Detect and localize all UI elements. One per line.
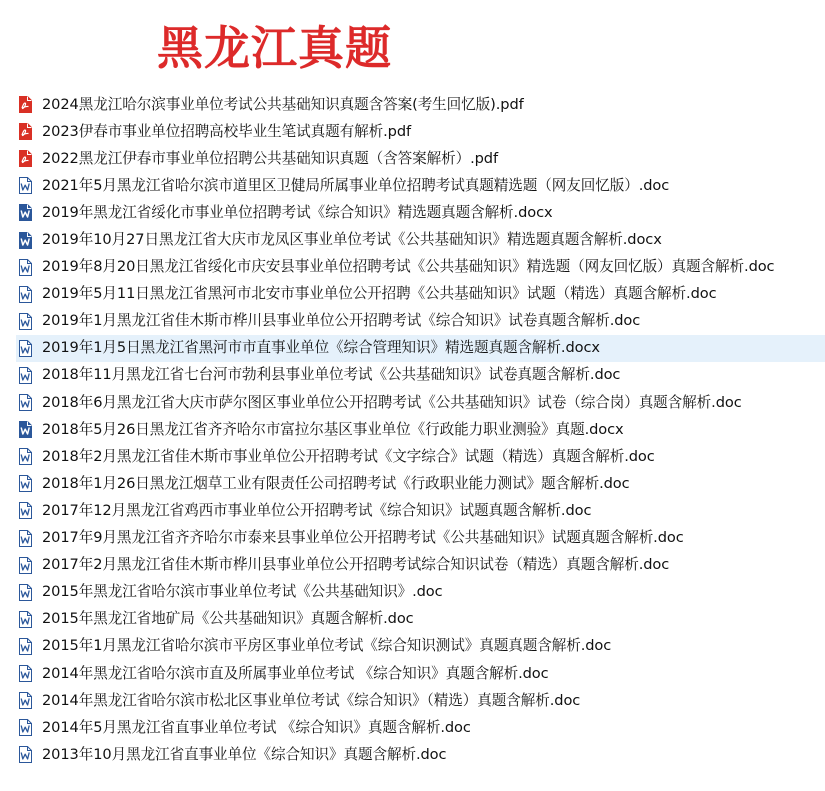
- file-row[interactable]: [16, 443, 825, 470]
- doc-icon: [18, 611, 32, 628]
- file-name: 2017年12月黑龙江省鸡西市事业单位公开招聘考试《综合知识》试题真题含解析.doc: [42, 501, 592, 519]
- doc-icon: [18, 475, 32, 492]
- file-name: 2018年1月26日黑龙江烟草工业有限责任公司招聘考试《行政职业能力测试》题含解析.doc: [42, 474, 630, 492]
- file-row[interactable]: [16, 389, 825, 416]
- file-name: 2017年2月黑龙江省佳木斯市桦川县事业单位公开招聘考试综合知识试卷（精选）真题含解析.doc: [42, 556, 670, 574]
- file-row[interactable]: [16, 579, 825, 606]
- doc-icon: [18, 340, 32, 357]
- file-name: 2014年5月黑龙江省直事业单位考试 《综合知识》真题含解析.doc: [42, 718, 471, 736]
- file-row[interactable]: [16, 416, 825, 443]
- pdf-icon: [18, 123, 32, 140]
- doc-icon: [18, 367, 32, 384]
- file-name: 2019年1月黑龙江省佳木斯市桦川县事业单位公开招聘考试《综合知识》试卷真题含解析.doc: [42, 312, 641, 330]
- file-name: 2018年11月黑龙江省七台河市勃利县事业单位考试《公共基础知识》试卷真题含解析.doc: [42, 366, 621, 384]
- doc-icon: [18, 448, 32, 465]
- file-row[interactable]: [16, 335, 825, 362]
- file-row[interactable]: [16, 145, 825, 172]
- file-name: 2013年10月黑龙江省直事业单位《综合知识》真题含解析.doc: [42, 745, 447, 763]
- file-row[interactable]: [16, 308, 825, 335]
- file-row[interactable]: [16, 552, 825, 579]
- file-row[interactable]: [16, 741, 825, 768]
- file-row[interactable]: [16, 606, 825, 633]
- file-name: 2015年1月黑龙江省哈尔滨市平房区事业单位考试《综合知识测试》真题真题含解析.doc: [42, 637, 612, 655]
- doc-icon: [18, 286, 32, 303]
- file-name: 2019年黑龙江省绥化市事业单位招聘考试《综合知识》精选题真题含解析.docx: [42, 203, 553, 221]
- file-list: [16, 91, 825, 768]
- file-name: 2014年黑龙江省哈尔滨市直及所属事业单位考试 《综合知识》真题含解析.doc: [42, 664, 549, 682]
- file-name: 2015年黑龙江省哈尔滨市事业单位考试《公共基础知识》.doc: [42, 583, 443, 601]
- doc-icon: [18, 394, 32, 411]
- doc-icon: [18, 584, 32, 601]
- doc-icon: [18, 638, 32, 655]
- file-name: 2023伊春市事业单位招聘高校毕业生笔试真题有解析.pdf: [42, 122, 412, 140]
- docx-icon: [18, 204, 32, 221]
- file-row[interactable]: [16, 226, 825, 253]
- doc-icon: [18, 746, 32, 763]
- file-name: 2014年黑龙江省哈尔滨市松北区事业单位考试《综合知识》（精选）真题含解析.doc: [42, 691, 581, 709]
- doc-icon: [18, 692, 32, 709]
- file-row[interactable]: [16, 633, 825, 660]
- page-title: 黑龙江真题: [157, 21, 392, 75]
- file-row[interactable]: [16, 91, 825, 118]
- file-row[interactable]: [16, 525, 825, 552]
- doc-icon: [18, 259, 32, 276]
- file-name: 2019年5月11日黑龙江省黑河市北安市事业单位公开招聘《公共基础知识》试题（精选）真题含解析.doc: [42, 285, 717, 303]
- file-name: 2018年2月黑龙江省佳木斯市事业单位公开招聘考试《文字综合》试题（精选）真题含解析.doc: [42, 447, 655, 465]
- file-name: 2019年10月27日黑龙江省大庆市龙凤区事业单位考试《公共基础知识》精选题真题含解析.docx: [42, 231, 662, 249]
- doc-icon: [18, 530, 32, 547]
- file-name: 2018年6月黑龙江省大庆市萨尔图区事业单位公开招聘考试《公共基础知识》试卷（综合岗）真题含解析.doc: [42, 393, 742, 411]
- doc-icon: [18, 313, 32, 330]
- doc-icon: [18, 177, 32, 194]
- docx-icon: [18, 232, 32, 249]
- file-row[interactable]: [16, 172, 825, 199]
- file-row[interactable]: [16, 660, 825, 687]
- file-name: 2024黑龙江哈尔滨事业单位考试公共基础知识真题含答案(考生回忆版).pdf: [42, 95, 524, 113]
- file-name: 2019年8月20日黑龙江省绥化市庆安县事业单位招聘考试《公共基础知识》精选题（网友回忆版）真题含解析.doc: [42, 258, 775, 276]
- file-name: 2018年5月26日黑龙江省齐齐哈尔市富拉尔基区事业单位《行政能力职业测验》真题.docx: [42, 420, 624, 438]
- file-name: 2022黑龙江伊春市事业单位招聘公共基础知识真题（含答案解析）.pdf: [42, 149, 498, 167]
- file-row[interactable]: [16, 714, 825, 741]
- file-name: 2019年1月5日黑龙江省黑河市市直事业单位《综合管理知识》精选题真题含解析.docx: [42, 339, 600, 357]
- file-row[interactable]: [16, 199, 825, 226]
- file-row[interactable]: [16, 687, 825, 714]
- file-name: 2021年5月黑龙江省哈尔滨市道里区卫健局所属事业单位招聘考试真题精选题（网友回忆版）.doc: [42, 176, 670, 194]
- pdf-icon: [18, 150, 32, 167]
- doc-icon: [18, 719, 32, 736]
- doc-icon: [18, 557, 32, 574]
- doc-icon: [18, 502, 32, 519]
- doc-icon: [18, 665, 32, 682]
- file-row[interactable]: [16, 362, 825, 389]
- file-name: 2017年9月黑龙江省齐齐哈尔市泰来县事业单位公开招聘考试《公共基础知识》试题真题含解析.doc: [42, 529, 684, 547]
- pdf-icon: [18, 96, 32, 113]
- file-row[interactable]: [16, 470, 825, 497]
- file-row[interactable]: [16, 497, 825, 524]
- file-row[interactable]: [16, 281, 825, 308]
- file-row[interactable]: [16, 254, 825, 281]
- file-row[interactable]: [16, 118, 825, 145]
- docx-icon: [18, 421, 32, 438]
- file-name: 2015年黑龙江省地矿局《公共基础知识》真题含解析.doc: [42, 610, 414, 628]
